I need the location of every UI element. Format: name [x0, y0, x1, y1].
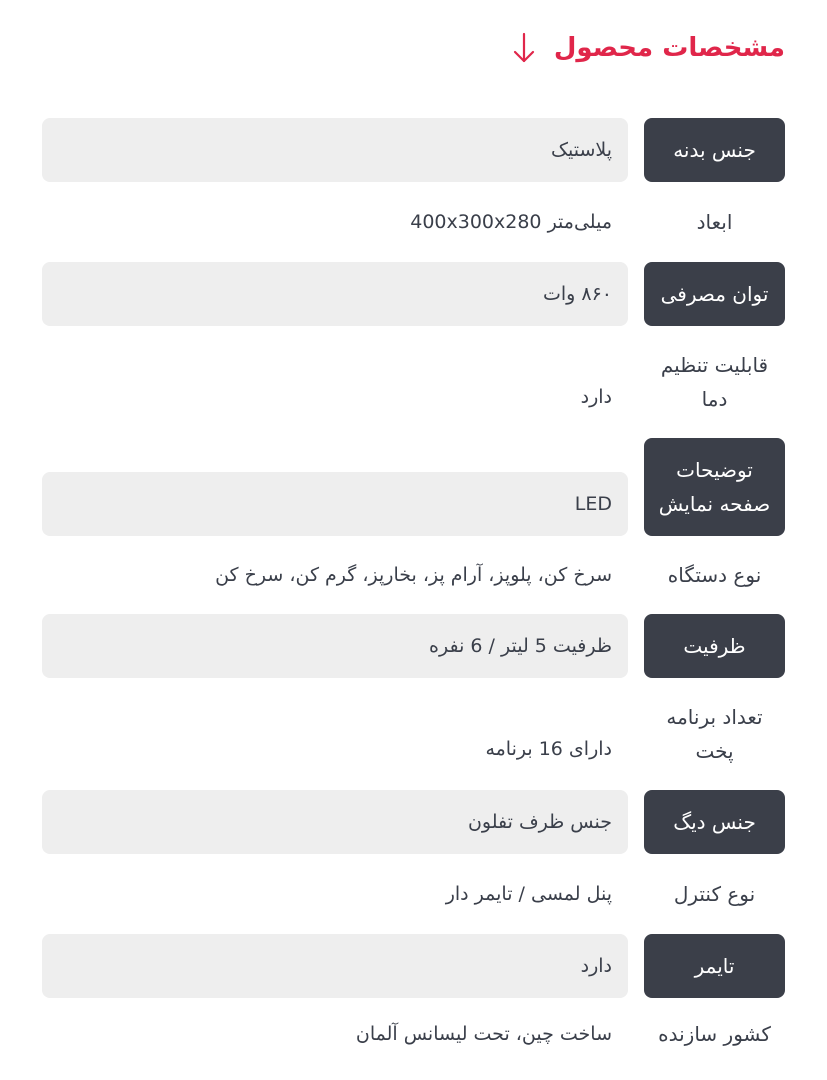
arrow-down-icon	[512, 31, 536, 65]
section-title: مشخصات محصول	[553, 33, 785, 63]
spec-row-timer	[42, 934, 785, 998]
spec-value: دارد	[580, 386, 612, 408]
spec-value: سرخ کن، پلوپز، آرام پز، بخارپز، گرم کن، سرخ کن	[215, 564, 612, 586]
spec-row-country	[42, 998, 785, 1070]
spec-label: تایمر	[644, 934, 785, 998]
spec-table	[42, 118, 785, 1070]
spec-row-dimensions	[42, 182, 785, 262]
spec-label: توضیحات صفحه نمایش	[644, 438, 785, 536]
spec-value: ۸۶۰ وات	[42, 262, 628, 326]
spec-label: نوع کنترل	[673, 882, 756, 906]
spec-row-display	[42, 438, 785, 536]
spec-row-capacity	[42, 614, 785, 678]
spec-label: ابعاد	[696, 210, 733, 234]
spec-row-power	[42, 262, 785, 326]
spec-value: ساخت چین، تحت لیسانس آلمان	[355, 1023, 612, 1045]
spec-row-control-type	[42, 854, 785, 934]
spec-row-device-type	[42, 536, 785, 614]
spec-value: ظرفیت 5 لیتر / 6 نفره	[42, 614, 628, 678]
spec-row-pot-material	[42, 790, 785, 854]
spec-label: تعداد برنامه پخت	[666, 705, 763, 763]
spec-label: توان مصرفی	[644, 262, 785, 326]
spec-row-body-material	[42, 118, 785, 182]
spec-row-temperature-control	[42, 326, 785, 438]
spec-label: جنس دیگ	[644, 790, 785, 854]
spec-label: قابلیت تنظیم دما	[660, 353, 769, 411]
spec-label: ظرفیت	[644, 614, 785, 678]
spec-value: دارد	[42, 934, 628, 998]
spec-value: پلاستیک	[42, 118, 628, 182]
spec-label: جنس بدنه	[644, 118, 785, 182]
spec-value: 400x300x280 میلی‌متر	[410, 211, 612, 233]
spec-value: دارای 16 برنامه	[485, 738, 612, 760]
spec-row-cooking-programs	[42, 678, 785, 790]
section-header[interactable]	[512, 26, 785, 70]
spec-value: LED	[42, 472, 628, 536]
spec-value: پنل لمسی / تایمر دار	[445, 883, 612, 905]
spec-label: کشور سازنده	[658, 1022, 771, 1046]
spec-value: جنس ظرف تفلون	[42, 790, 628, 854]
spec-label: نوع دستگاه	[667, 563, 762, 587]
